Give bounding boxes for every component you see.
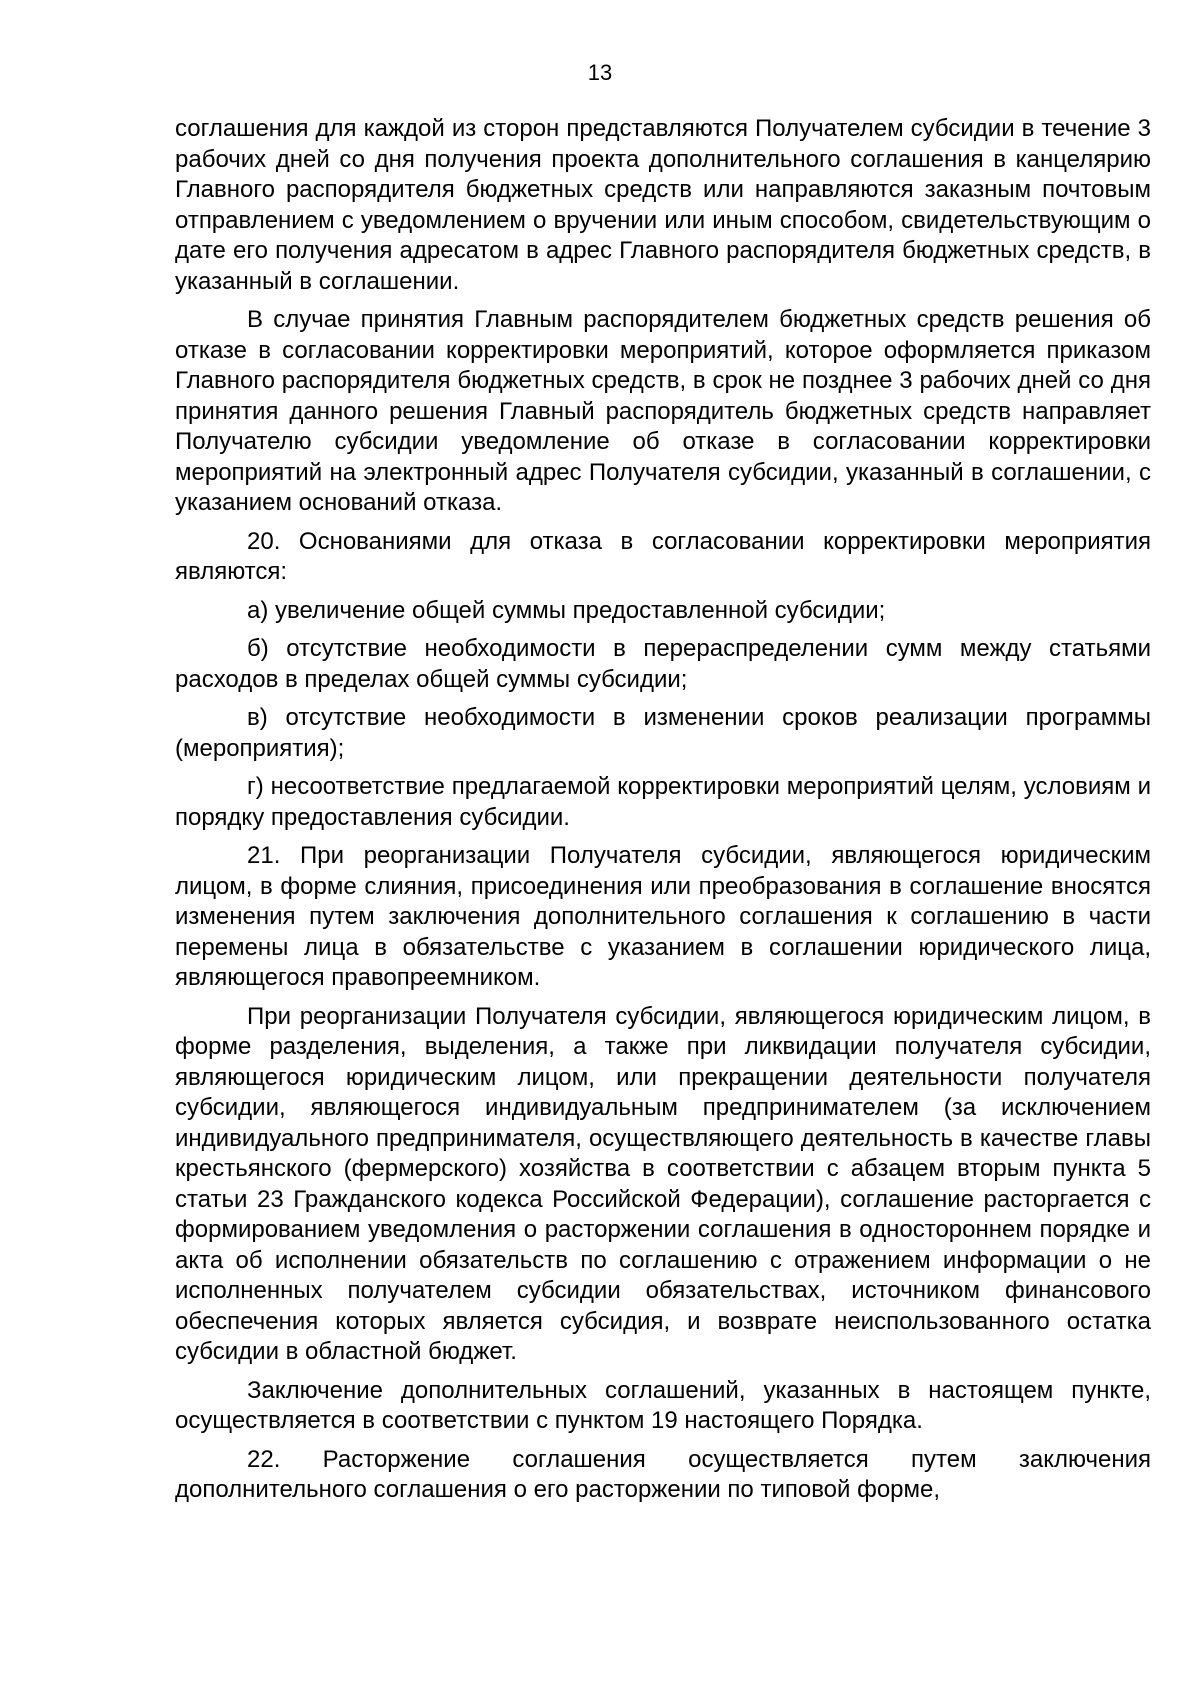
paragraph-refusal-notice: В случае принятия Главным распорядителем бюджетных средств решения об отказе в согласовании корректировки мероприятий, которое оформляется приказом Главного распорядителя бюджетных средств, в срок не позднее 3 рабочих дней со дня принятия данного решения Главный распорядитель бюджетных средств направляет Получателю субсидии уведомление об отказе в согласовании корректировки мероприятий на электронный адрес Получателя субсидии, указанный в соглашении, с указанием оснований отказа. xyxy=(175,306,1151,516)
paragraph-item-21: 21. При реорганизации Получателя субсидии, являющегося юридическим лицом, в форме слияния, присоединения или преобразования в соглашение вносятся изменения путем заключения дополнительного соглашения к соглашению в части перемены лица в обязательстве с указанием в соглашении юридического лица, являющегося правопреемником. xyxy=(175,842,1151,991)
paragraph-item-22: 22. Расторжение соглашения осуществляется путем заключения дополнительного соглашения о его расторжении по типовой форме, xyxy=(175,1445,1151,1503)
document-body xyxy=(175,114,1151,1514)
subitem-a: а) увеличение общей суммы предоставленной субсидии; xyxy=(247,596,886,624)
paragraph-item-20: 20. Основаниями для отказа в согласовании корректировки мероприятия являются: xyxy=(175,527,1151,585)
subitem-b: б) отсутствие необходимости в перераспределении сумм между статьями расходов в пределах общей суммы субсидии; xyxy=(175,635,1151,693)
subitem-g: г) несоответствие предлагаемой корректировки мероприятий целям, условиям и порядку предоставления субсидии. xyxy=(175,773,1151,831)
paragraph-additional-agreements: Заключение дополнительных соглашений, указанных в настоящем пункте, осуществляется в соответствии с пунктом 19 настоящего Порядка. xyxy=(175,1376,1151,1434)
page-number: 13 xyxy=(587,60,613,85)
paragraph-reorganization: При реорганизации Получателя субсидии, являющегося юридическим лицом, в форме разделения, выделения, а также при ликвидации получателя субсидии, являющегося юридическим лицом, или прекращении деятельности получателя субсидии, являющегося индивидуальным предпринимателем (за исключением индивидуального предпринимателя, осуществляющего деятельность в качестве главы крестьянского (фермерского) хозяйства в соответствии с абзацем вторым пункта 5 статьи 23 Гражданского кодекса Российской Федерации), соглашение расторгается с формированием уведомления о расторжении соглашения в одностороннем порядке и акта об исполнении обязательств по соглашению с отражением информации о не исполненных получателем субсидии обязательствах, источником финансового обеспечения которых является субсидия, и возврате неиспользованного остатка субсидии в областной бюджет. xyxy=(175,1002,1151,1365)
subitem-v: в) отсутствие необходимости в изменении сроков реализации программы (мероприятия); xyxy=(175,704,1151,762)
paragraph-continuation: соглашения для каждой из сторон представляются Получателем субсидии в течение 3 рабочих дней со дня получения проекта дополнительного соглашения в канцелярию Главного распорядителя бюджетных средств или направляются заказным почтовым отправлением с уведомлением о вручении или иным способом, свидетельствующим о дате его получения адресатом в адрес Главного распорядителя бюджетных средств, в указанный в соглашении. xyxy=(175,115,1151,295)
